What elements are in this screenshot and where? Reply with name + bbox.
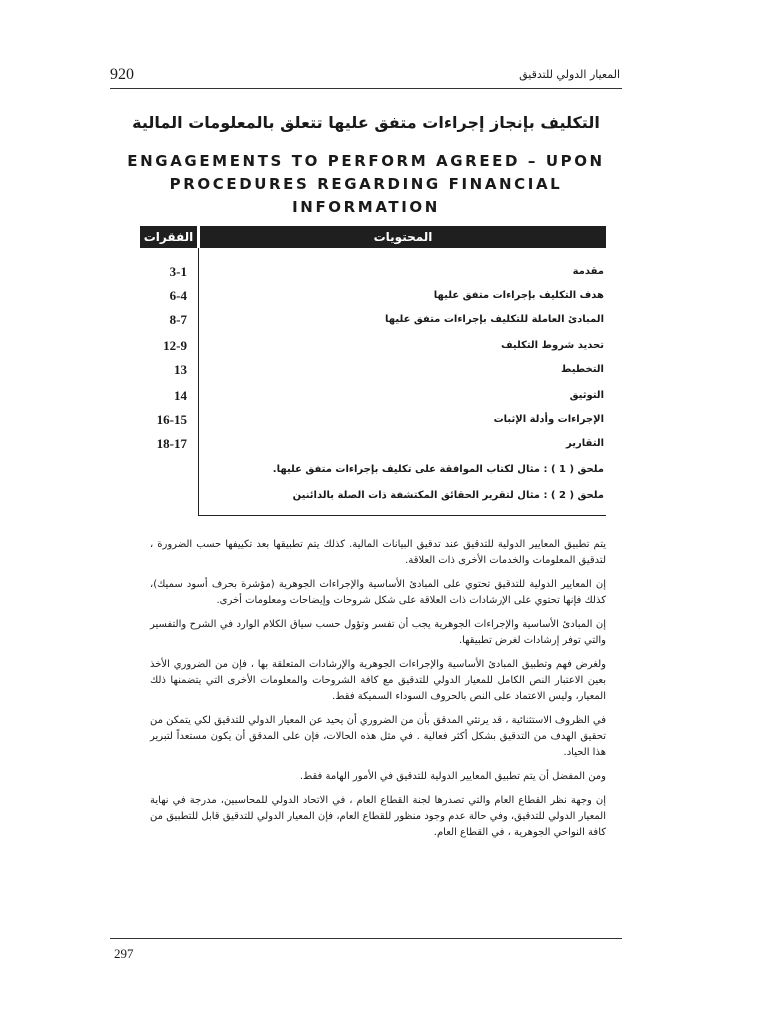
toc-row-title: التخطيط — [560, 364, 604, 375]
toc-row-title: ملحق ( 2 ) : مثال لتقرير الحقائق المكتشفة ذات الصلة بالدائنين — [292, 490, 604, 501]
toc-row-paragraphs: 12-9 — [163, 338, 187, 353]
table-bottom-rule — [198, 515, 606, 516]
english-title — [110, 150, 622, 219]
english-title-line-1: ENGAGEMENTS TO PERFORM AGREED – UPON — [127, 152, 605, 170]
toc-row-paragraphs: 18-17 — [156, 436, 187, 451]
toc-row-title: التوثيق — [569, 390, 604, 401]
toc-row-paragraphs: 16-15 — [156, 412, 187, 427]
toc-row — [140, 260, 606, 284]
body-paragraph: في الظروف الاستثنائية ، قد يرتئي المدقق بأن من الضروري أن يحيد عن المعيار الدولي للتدقيق لكي يتمكن من تحقيق الهدف من التدقيق بشكل أكثر فعالية . في مثل هذه الحالات، فإن على المدقق أن يكون مستعداً لتبرير هذا الحياد. — [150, 715, 606, 758]
toc-row — [140, 432, 606, 456]
paragraphs-heading: الفقرات — [140, 226, 197, 248]
english-title-line-2: PROCEDURES REGARDING FINANCIAL INFORMATION — [169, 175, 563, 216]
toc-row-title: المبادئ العاملة للتكليف بإجراءات متفق عليها — [385, 314, 604, 325]
footer-rule — [110, 938, 622, 939]
page-number-bottom: 297 — [114, 946, 134, 961]
toc-row-title: هدف التكليف بإجراءات متفق عليها — [433, 290, 604, 301]
toc-row — [140, 458, 606, 482]
body-text — [150, 537, 606, 849]
body-paragraph: إن المبادئ الأساسية والإجراءات الجوهرية يجب أن تفسر وتؤول حسب سياق الكلام الوارد في الشرح والتفسير والتي توفر إرشادات لغرض تطبيقها. — [150, 619, 606, 646]
toc-row-paragraphs: 8-7 — [169, 312, 187, 327]
body-paragraph: ومن المفضل أن يتم تطبيق المعايير الدولية للتدقيق في الأمور الهامة فقط. — [299, 771, 606, 782]
toc-row-paragraphs: 14 — [174, 388, 187, 403]
contents-heading: المحتويات — [200, 226, 606, 248]
toc-row — [140, 284, 606, 308]
toc-row-paragraphs: 3-1 — [169, 264, 187, 279]
toc-row — [140, 334, 606, 358]
body-paragraph: ولغرض فهم وتطبيق المبادئ الأساسية والإجراءات الجوهرية والإرشادات المتعلقة بها ، فإن من الضروري الأخذ بعين الاعتبار النص الكامل للمعيار الدولي للتدقيق مع كافة الشروحات والمعلومات الأخرى التي يتضمنها ذلك المعيار، وليس الاعتماد على النص بالحروف السوداء السميكة فقط. — [150, 659, 606, 702]
body-paragraph: إن المعايير الدولية للتدقيق تحتوي على المبادئ الأساسية والإجراءات الجوهرية (مؤشرة بحرف أسود سميك)، كذلك فإنها تحتوي على الإرشادات ذات العلاقة على شكل شروحات وإيضاحات ومعلومات أخرى. — [150, 579, 606, 606]
toc-row-paragraphs: 6-4 — [169, 288, 187, 303]
toc-row-title: التقارير — [566, 438, 604, 449]
header-rule — [110, 88, 622, 89]
toc-row — [140, 308, 606, 332]
toc-row-title: الإجراءات وأدلة الإثبات — [493, 414, 604, 425]
toc-row-title: ملحق ( 1 ) : مثال لكتاب الموافقة على تكليف بإجراءات متفق عليها. — [272, 464, 604, 475]
toc-row — [140, 408, 606, 432]
running-head: المعيار الدولي للتدقيق — [519, 68, 620, 81]
toc-row-title: تحديد شروط التكليف — [500, 340, 604, 351]
toc-row-title: مقدمة — [572, 266, 604, 277]
toc-row — [140, 384, 606, 408]
contents-table — [140, 226, 606, 516]
toc-row — [140, 358, 606, 382]
toc-row — [140, 484, 606, 508]
page-number-top: 920 — [110, 66, 134, 83]
arabic-title: التكليف بإنجاز إجراءات متفق عليها تتعلق بالمعلومات المالية — [132, 113, 600, 132]
body-paragraph: إن وجهة نظر القطاع العام والتي تصدرها لجنة القطاع العام ، في الاتحاد الدولي للمحاسبين، مدرجة في نهاية المعيار الدولي للتدقيق، وفي حالة عدم وجود منظور للقطاع العام، فإن المعيار الدولي للتدقيق قابل للتطبيق من كافة النواحي الجوهرية ، في القطاع العام. — [150, 795, 606, 838]
body-paragraph: يتم تطبيق المعايير الدولية للتدقيق عند تدقيق البيانات المالية. كذلك يتم تطبيقها بعد تكييفها حسب الضرورة ، لتدقيق المعلومات والخدمات الأخرى ذات العلاقة. — [150, 539, 606, 566]
toc-row-paragraphs: 13 — [174, 362, 187, 377]
